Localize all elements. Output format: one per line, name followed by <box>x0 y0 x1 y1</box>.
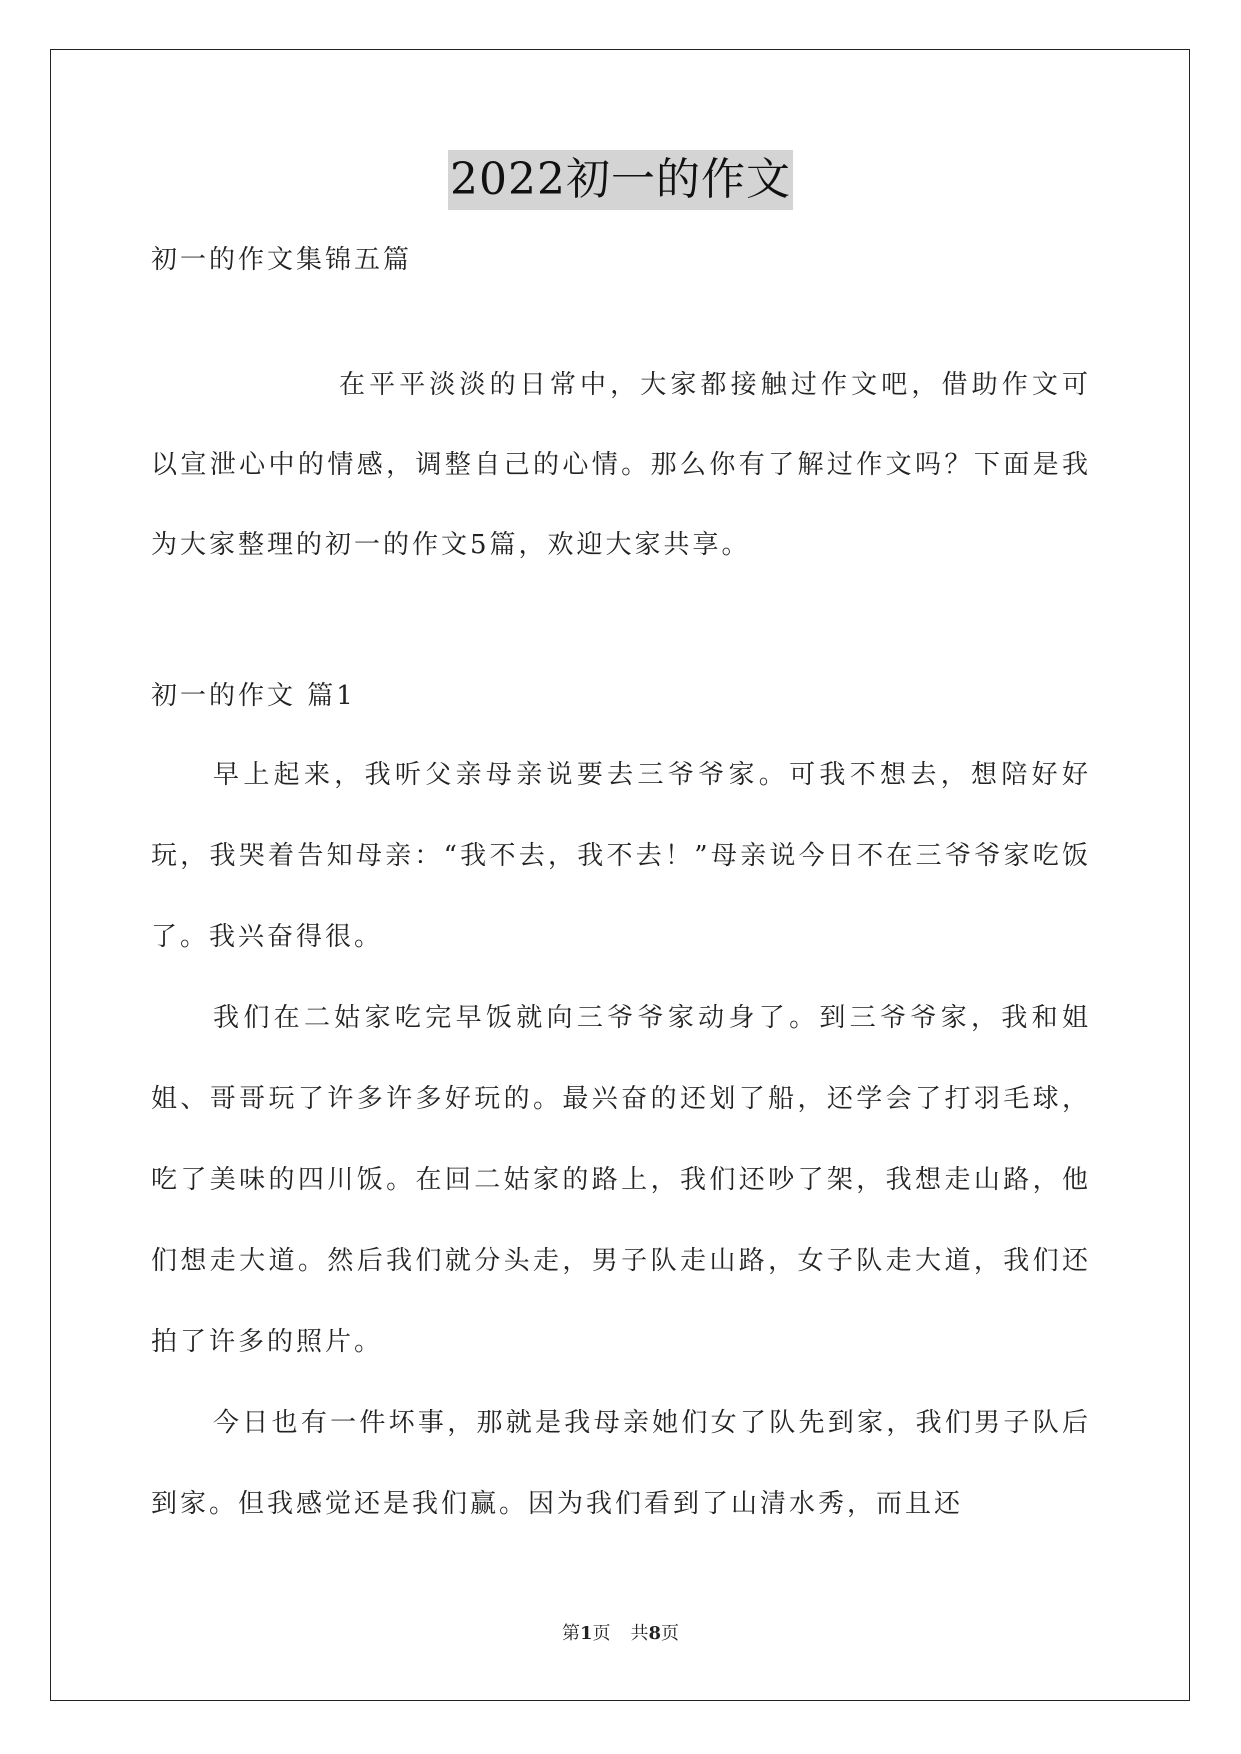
document-subtitle: 初一的作文集锦五篇 <box>151 245 413 275</box>
page-prefix: 第 <box>561 1623 580 1644</box>
section-heading: 初一的作文 篇1 <box>151 681 356 711</box>
body-paragraph: 我们在二姑家吃完早饭就向三爷爷家动身了。到三爷爷家，我和姐姐、哥哥玩了许多许多好玩的。最兴奋的还划了船，还学会了打羽毛球，吃了美味的四川饭。在回二姑家的路上，我们还吵了架，我想走山路，他们想走大道。然后我们就分头走，男子队走山路，女子队走大道，我们还拍了许多的照片。 <box>151 1003 1091 1357</box>
current-page-number: 1 <box>579 1623 593 1644</box>
document-title: 2022初一的作文 <box>448 150 793 210</box>
total-pages-number: 8 <box>648 1623 662 1644</box>
title-container <box>0 150 1241 210</box>
intro-paragraph: 在平平淡淡的日常中，大家都接触过作文吧，借助作文可以宣泄心中的情感，调整自己的心情。那么你有了解过作文吗？下面是我为大家整理的初一的作文5篇，欢迎大家共享。 <box>151 370 1091 560</box>
total-suffix: 页 <box>661 1623 680 1644</box>
essay-body <box>151 735 1091 1545</box>
total-prefix: 共 <box>630 1623 649 1644</box>
body-paragraph: 今日也有一件坏事，那就是我母亲她们女了队先到家，我们男子队后到家。但我感觉还是我们赢。因为我们看到了山清水秀，而且还 <box>151 1408 1091 1519</box>
body-paragraph: 早上起来，我听父亲母亲说要去三爷爷家。可我不想去，想陪好好玩，我哭着告知母亲：“我不去，我不去！”母亲说今日不在三爷爷家吃饭了。我兴奋得很。 <box>151 760 1091 952</box>
page-footer <box>0 1622 1241 1646</box>
page-suffix: 页 <box>592 1623 611 1644</box>
